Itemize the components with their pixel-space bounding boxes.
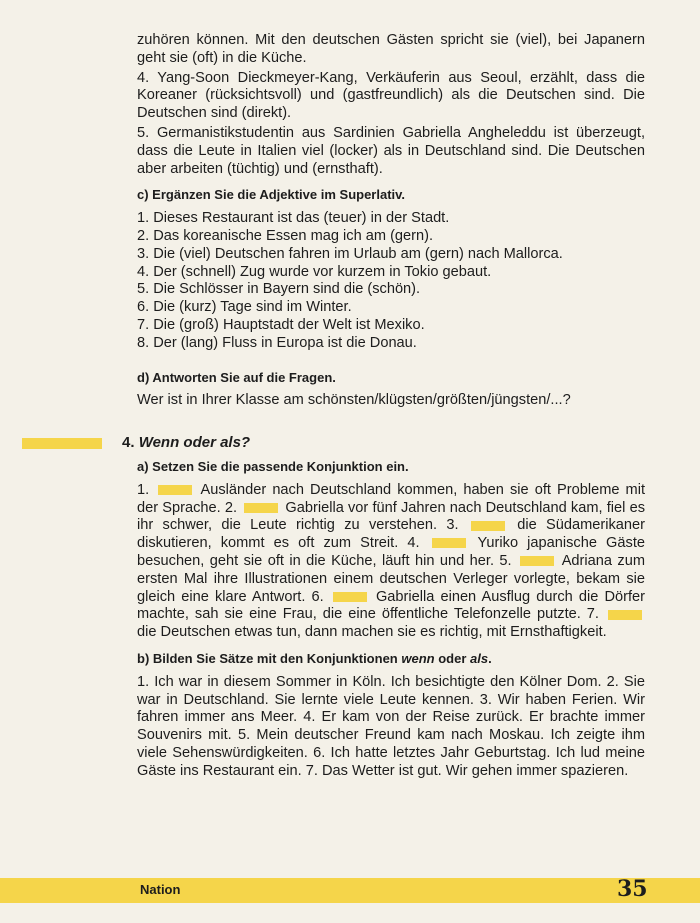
section-4-marker	[22, 438, 102, 449]
exercise-text: Ausländer nach Deutschland kommen, haben sie oft Probleme mit der Sprache. 2.	[137, 481, 645, 516]
blank-gap[interactable]	[608, 610, 642, 620]
paragraph-item-5: 5. Germanistikstudentin aus Sardinien Gabriella Angheleddu ist überzeugt, dass die Leute in Italien viel (locker) als in Deutschland sind. Die Deutschen aber arbeiten (tüchtig) und (ernsthaft).	[137, 124, 645, 177]
list-item: 2. Das koreanische Essen mag ich am (gern).	[137, 227, 434, 244]
section-d-heading: d) Antworten Sie auf die Fragen.	[137, 369, 336, 385]
section-4a-heading: a) Setzen Sie die passende Konjunktion ein.	[137, 459, 409, 474]
page-number: 35	[617, 876, 648, 902]
list-item: 4. Der (schnell) Zug wurde vor kurzem in Tokio gebaut.	[137, 263, 492, 280]
paragraph-continuation: zuhören können. Mit den deutschen Gästen spricht sie (viel), bei Japanern geht sie (oft) in die Küche.	[137, 32, 645, 66]
list-item: 8. Der (lang) Fluss in Europa ist die Donau.	[137, 334, 417, 351]
blank-gap[interactable]	[520, 556, 554, 566]
blank-gap[interactable]	[158, 485, 192, 495]
blank-gap[interactable]	[432, 538, 466, 548]
list-item: 5. Die Schlösser in Bayern sind die (schön).	[137, 281, 421, 298]
keyword-als: als	[470, 650, 489, 666]
blank-gap[interactable]	[471, 521, 505, 531]
blank-gap[interactable]	[244, 503, 278, 513]
heading-text: oder	[434, 650, 470, 666]
exercise-text: 1.	[137, 481, 150, 498]
footer-label: Nation	[140, 882, 181, 897]
section-4b-exercise: 1. Ich war in diesem Sommer in Köln. Ich besichtigte den Kölner Dom. 2. Sie war in Deutschland. Sie lernte viele Leute kennen. 3. Wir haben Ferien. Wir fahren immer ans Meer. 4. Er kam von der Reise zurück. Er brachte immer Souvenirs mit. 5. Mein deutscher Freund kam nach Moskau. Ich zeigte ihm viele Sehenswürdigkeiten. 6. Ich hatte letztes Jahr Geburtstag. Ich lud meine Gäste ins Restaurant ein. 7. Das Wetter ist gut. Wir gehen immer spazieren.	[137, 673, 645, 779]
heading-text: b) Bilden Sie Sätze mit den Konjunktionen	[137, 650, 402, 666]
keyword-wenn: wenn	[401, 650, 435, 666]
paragraph-item-4: 4. Yang-Soon Dieckmeyer-Kang, Verkäuferin aus Seoul, erzählt, dass die Koreaner (rücksichtsvoll) und (gastfreundlich) als die Deutschen sind. Die Deutschen sind (direkt).	[137, 69, 645, 122]
section-4b-heading	[137, 650, 645, 668]
exercise-text: Gabriella einen Ausflug durch die Dörfer machte, sah sie eine Frau, die eine öffentliche Telefonzelle putzte. 7.	[137, 588, 646, 623]
section-4-block	[137, 458, 645, 783]
section-4a-exercise	[137, 482, 645, 642]
exercise-text: Gabriella vor fünf Jahren nach Deutschland kam, fiel es ihr schwer, die Leute richtig zu verstehen. 3.	[137, 499, 645, 534]
blank-gap[interactable]	[333, 592, 367, 602]
exercise-text: Yuriko japanische Gäste besuchen, geht sie oft in die Küche, läuft hin und her. 5.	[137, 535, 645, 569]
footer-bar	[0, 878, 700, 903]
section-4-title	[122, 434, 250, 451]
exercise-text: die Südamerikaner diskutieren, kommt es oft zum Streit. 4.	[137, 517, 645, 552]
section-4-number: 4.	[122, 434, 135, 451]
exercise-text: Adriana zum ersten Mal ihre Illustrationen einem deutschen Verleger vorlegte, bekam sie gleich eine klare Antwort. 6.	[137, 552, 645, 605]
top-text-block	[137, 32, 645, 410]
section-d-question: Wer ist in Ihrer Klasse am schönsten/klügsten/größten/jüngsten/...?	[137, 392, 571, 409]
exercise-text: die Deutschen etwas tun, dann machen sie es richtig, mit Ernsthaftigkeit.	[137, 624, 607, 641]
list-item: 6. Die (kurz) Tage sind im Winter.	[137, 299, 352, 316]
list-item: 3. Die (viel) Deutschen fahren im Urlaub am (gern) nach Mallorca.	[137, 245, 563, 262]
section-c-heading: c) Ergänzen Sie die Adjektive im Superlativ.	[137, 187, 406, 203]
list-item: 1. Dieses Restaurant ist das (teuer) in der Stadt.	[137, 210, 450, 227]
section-4-title-text: Wenn oder als?	[138, 434, 251, 451]
heading-text: .	[488, 650, 492, 666]
list-item: 7. Die (groß) Hauptstadt der Welt ist Mexiko.	[137, 316, 425, 333]
